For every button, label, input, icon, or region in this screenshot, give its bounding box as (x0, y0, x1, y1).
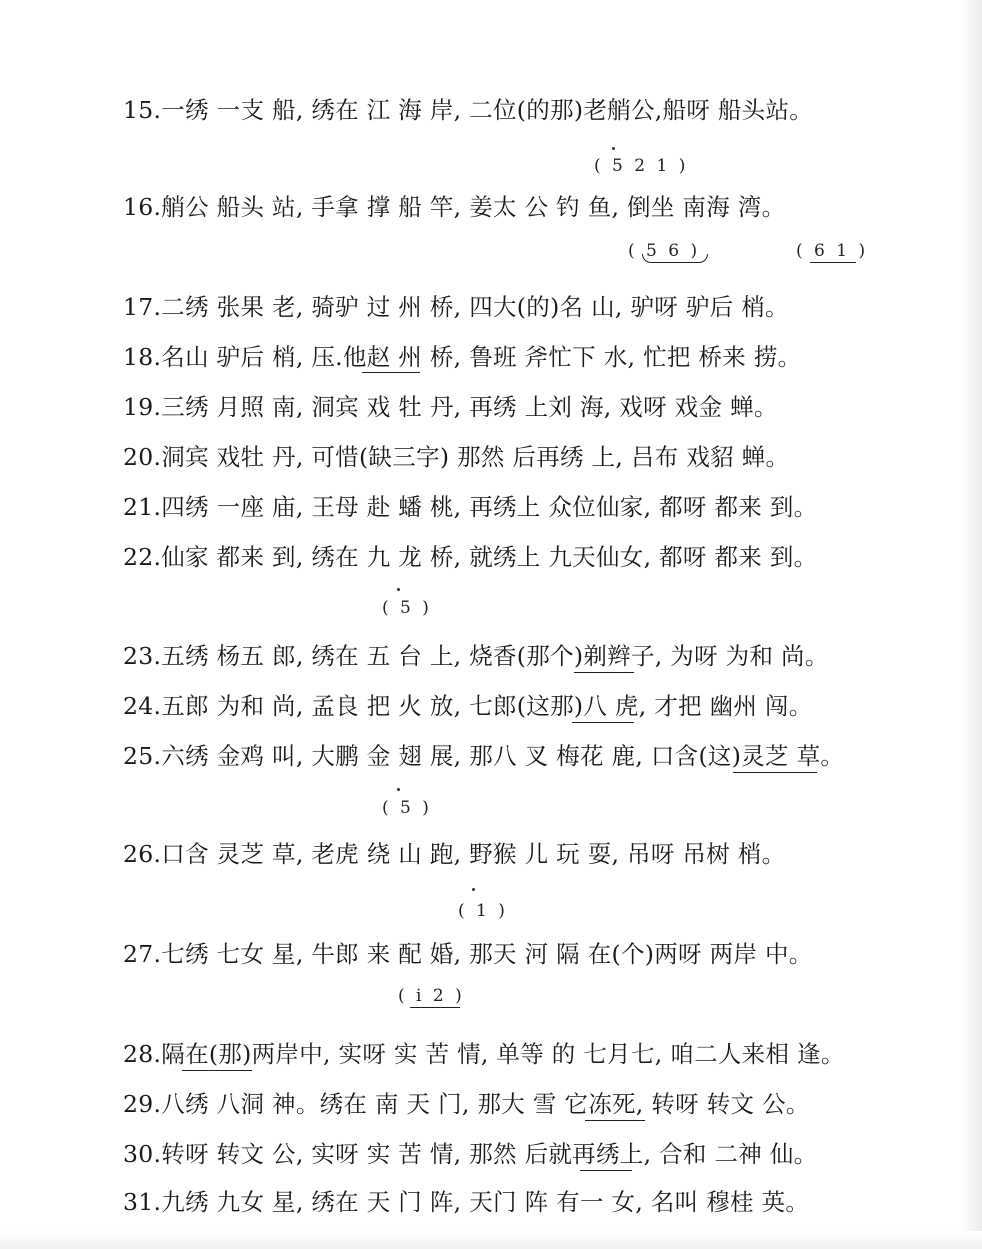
verse-23 (123, 638, 923, 674)
verse-text: 洞宾 戏牡 丹, 可惜(缺三字) 那然 后再绣 上, 吕布 戏貂 蝉。 (161, 443, 790, 471)
verse-text: 仙家 都来 到, 绣在 九 龙 桥, 就绣上 九天仙女, 都呀 都来 到。 (161, 543, 818, 571)
beam-underline (410, 1007, 460, 1008)
octave-dot (397, 788, 400, 791)
verse-text: 名山 驴后 梢, 压.他赵 州 桥, 鲁班 斧忙下 水, 忙把 桥来 捞。 (161, 343, 802, 371)
verse-text: 转呀 转文 公, 实呀 实 苦 情, 那然 后就再绣上, 合和 二神 仙。 (161, 1140, 818, 1168)
verse-22 (123, 539, 923, 575)
verse-text: 二绣 张果 老, 骑驴 过 州 桥, 四大(的)名 山, 驴呀 驴后 梢。 (161, 293, 789, 321)
verse-text: 八绣 八洞 神。绣在 南 天 门, 那大 雪 它冻死, 转呀 转文 公。 (161, 1090, 810, 1118)
lyric-underline (572, 722, 634, 723)
lyric-underline (585, 1120, 645, 1121)
beam-underline (810, 262, 856, 263)
verse-18 (123, 339, 923, 375)
verse-29 (123, 1086, 923, 1122)
verse-text: 一绣 一支 船, 绣在 江 海 岸, 二位(的那)老艄公,船呀 船头站。 (161, 96, 814, 124)
verse-28 (123, 1036, 923, 1072)
verse-text: 隔在(那)两岸中, 实呀 实 苦 情, 单等 的 七月七, 咱二人来相 逢。 (161, 1040, 845, 1068)
verse-26 (123, 836, 923, 872)
verse-text: 艄公 船头 站, 手拿 撑 船 竿, 姜太 公 钓 鱼, 倒坐 南海 湾。 (161, 193, 786, 221)
lyric-underline (733, 772, 817, 773)
verse-19 (123, 389, 923, 425)
verse-16 (123, 189, 923, 225)
verse-30 (123, 1136, 923, 1172)
verse-number: 22. (123, 543, 162, 571)
verse-31 (123, 1184, 923, 1220)
verse-number: 31. (123, 1188, 162, 1216)
verse-number: 30. (123, 1140, 162, 1168)
verse-20 (123, 439, 923, 475)
jianpu-notation: ( 5 2 1 ) (594, 156, 689, 176)
verse-number: 27. (123, 940, 162, 968)
jianpu-notation: ( 1 ) (458, 901, 508, 921)
jianpu-notation: ( 6 1 ) (796, 241, 869, 261)
verse-number: 17. (123, 293, 162, 321)
slur-mark (642, 254, 708, 263)
verse-text: 口含 灵芝 草, 老虎 绕 山 跑, 野猴 儿 玩 耍, 吊呀 吊树 梢。 (161, 840, 786, 868)
verse-number: 21. (123, 493, 162, 521)
verse-text: 五郎 为和 尚, 孟良 把 火 放, 七郎(这那)八 虎, 才把 幽州 闯。 (161, 692, 813, 720)
lyric-underline (362, 372, 420, 373)
verse-number: 28. (123, 1040, 162, 1068)
verse-text: 六绣 金鸡 叫, 大鹏 金 翅 展, 那八 叉 梅花 鹿, 口含(这)灵芝 草。 (161, 742, 845, 770)
verse-number: 18. (123, 343, 162, 371)
verse-number: 26. (123, 840, 162, 868)
jianpu-notation: ( 5 6 ) (628, 241, 701, 261)
verse-number: 15. (123, 96, 162, 124)
verse-25 (123, 738, 923, 774)
lyric-underline (574, 672, 634, 673)
lyric-underline (182, 1070, 252, 1071)
verse-text: 四绣 一座 庙, 王母 赴 蟠 桃, 再绣上 众位仙家, 都呀 都来 到。 (161, 493, 818, 521)
verse-17 (123, 289, 923, 325)
verse-text: 五绣 杨五 郎, 绣在 五 台 上, 烧香(那个)剃辫子, 为呀 为和 尚。 (161, 642, 829, 670)
verse-text: 七绣 七女 星, 牛郎 来 配 婚, 那天 河 隔 在(个)两呀 两岸 中。 (161, 940, 813, 968)
jianpu-notation: ( 5 ) (382, 798, 432, 818)
jianpu-notation: ( i 2 ) (398, 986, 465, 1006)
verse-number: 16. (123, 193, 162, 221)
verse-number: 29. (123, 1090, 162, 1118)
lyric-underline (580, 1170, 632, 1171)
octave-dot (397, 588, 400, 591)
jianpu-notation: ( 5 ) (382, 598, 432, 618)
verse-21 (123, 489, 923, 525)
verse-text: 九绣 九女 星, 绣在 天 门 阵, 天门 阵 有一 女, 名叫 穆桂 英。 (161, 1188, 810, 1216)
verse-number: 24. (123, 692, 162, 720)
verse-15 (123, 92, 923, 128)
verse-number: 20. (123, 443, 162, 471)
verse-text: 三绣 月照 南, 洞宾 戏 牡 丹, 再绣 上刘 海, 戏呀 戏金 蝉。 (161, 393, 778, 421)
verse-number: 19. (123, 393, 162, 421)
page-bottom-edge (0, 1231, 982, 1249)
verse-24 (123, 688, 923, 724)
verse-27 (123, 936, 923, 972)
octave-dot (472, 888, 475, 891)
page-edge-shadow (960, 0, 982, 1249)
verse-number: 23. (123, 642, 162, 670)
verse-number: 25. (123, 742, 162, 770)
octave-dot (612, 147, 615, 150)
